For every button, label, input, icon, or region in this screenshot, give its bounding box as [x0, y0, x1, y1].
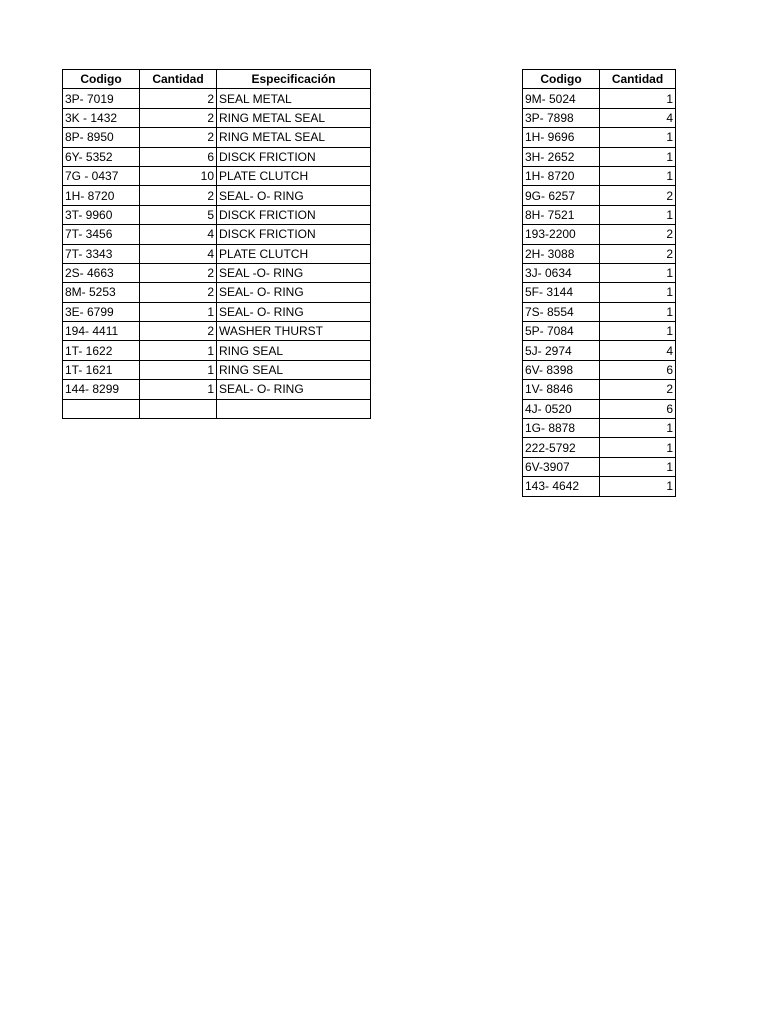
cell-cantidad: 4 [600, 341, 676, 360]
cell-cantidad: 1 [600, 477, 676, 496]
cell-especificacion: RING SEAL [217, 360, 371, 379]
table-row [63, 147, 371, 166]
cell-codigo: 7T- 3343 [63, 244, 140, 263]
header-codigo: Codigo [523, 70, 600, 89]
cell-codigo: 1G- 8878 [523, 419, 600, 438]
cell-codigo: 2S- 4663 [63, 263, 140, 282]
cell-especificacion: PLATE CLUTCH [217, 166, 371, 185]
cell-especificacion: SEAL- O- RING [217, 186, 371, 205]
cell-codigo: 3K - 1432 [63, 108, 140, 127]
cell-codigo: 1V- 8846 [523, 380, 600, 399]
cell-cantidad: 1 [600, 89, 676, 108]
cell-especificacion: SEAL METAL [217, 89, 371, 108]
cell-cantidad: 1 [140, 360, 217, 379]
table-row [523, 341, 676, 360]
table-row [523, 147, 676, 166]
cell-cantidad: 1 [600, 263, 676, 282]
cell-codigo: 5J- 2974 [523, 341, 600, 360]
table-row [63, 186, 371, 205]
cell-codigo: 8H- 7521 [523, 205, 600, 224]
cell-codigo: 1H- 8720 [63, 186, 140, 205]
cell-cantidad: 1 [140, 380, 217, 399]
cell-codigo: 6Y- 5352 [63, 147, 140, 166]
table-header-row [63, 70, 371, 89]
table-row [523, 419, 676, 438]
cell-codigo: 8M- 5253 [63, 283, 140, 302]
cell-cantidad: 2 [140, 128, 217, 147]
cell-cantidad: 5 [140, 205, 217, 224]
cell-codigo: 5F- 3144 [523, 283, 600, 302]
cell-codigo: 3P- 7898 [523, 108, 600, 127]
header-cantidad: Cantidad [600, 70, 676, 89]
cell-codigo: 1H- 9696 [523, 128, 600, 147]
cell-codigo [63, 399, 140, 418]
parts-table-left [62, 69, 371, 419]
cell-cantidad: 2 [140, 89, 217, 108]
cell-cantidad: 1 [600, 166, 676, 185]
cell-cantidad: 6 [600, 360, 676, 379]
cell-cantidad: 6 [140, 147, 217, 166]
cell-especificacion: SEAL- O- RING [217, 302, 371, 321]
table-row [523, 108, 676, 127]
cell-codigo: 144- 8299 [63, 380, 140, 399]
cell-codigo: 5P- 7084 [523, 322, 600, 341]
cell-cantidad: 2 [140, 108, 217, 127]
cell-especificacion: RING SEAL [217, 341, 371, 360]
cell-especificacion: RING METAL SEAL [217, 128, 371, 147]
table-row [523, 186, 676, 205]
cell-cantidad: 2 [600, 380, 676, 399]
cell-cantidad: 4 [600, 108, 676, 127]
table-row [63, 283, 371, 302]
cell-cantidad: 1 [600, 457, 676, 476]
cell-codigo: 7T- 3456 [63, 225, 140, 244]
cell-cantidad: 2 [140, 263, 217, 282]
table-row [523, 399, 676, 418]
cell-codigo: 143- 4642 [523, 477, 600, 496]
cell-especificacion [217, 399, 371, 418]
cell-codigo: 1T- 1621 [63, 360, 140, 379]
table-row [63, 89, 371, 108]
table-header-row [523, 70, 676, 89]
cell-cantidad: 1 [600, 128, 676, 147]
cell-cantidad: 1 [600, 322, 676, 341]
cell-cantidad: 2 [140, 322, 217, 341]
table-row [63, 225, 371, 244]
table-row [63, 263, 371, 282]
cell-codigo: 8P- 8950 [63, 128, 140, 147]
cell-codigo: 222-5792 [523, 438, 600, 457]
cell-cantidad: 1 [600, 147, 676, 166]
cell-cantidad: 2 [600, 225, 676, 244]
table-row [63, 380, 371, 399]
table-row [523, 360, 676, 379]
cell-codigo: 6V- 8398 [523, 360, 600, 379]
table-row [63, 244, 371, 263]
cell-cantidad: 1 [140, 302, 217, 321]
table-row [523, 244, 676, 263]
cell-cantidad: 6 [600, 399, 676, 418]
table-row [63, 128, 371, 147]
table-row [63, 166, 371, 185]
cell-codigo: 4J- 0520 [523, 399, 600, 418]
cell-codigo: 3J- 0634 [523, 263, 600, 282]
table-row [523, 438, 676, 457]
cell-especificacion: SEAL- O- RING [217, 380, 371, 399]
header-cantidad: Cantidad [140, 70, 217, 89]
table-row [523, 302, 676, 321]
cell-especificacion: PLATE CLUTCH [217, 244, 371, 263]
header-codigo: Codigo [63, 70, 140, 89]
table-row [63, 302, 371, 321]
cell-cantidad: 2 [140, 186, 217, 205]
cell-especificacion: DISCK FRICTION [217, 225, 371, 244]
table-row [523, 380, 676, 399]
cell-cantidad: 1 [600, 302, 676, 321]
cell-cantidad: 1 [600, 438, 676, 457]
table-row [523, 166, 676, 185]
table-row [63, 341, 371, 360]
cell-codigo: 7S- 8554 [523, 302, 600, 321]
cell-codigo: 194- 4411 [63, 322, 140, 341]
table-row [63, 322, 371, 341]
cell-codigo: 3T- 9960 [63, 205, 140, 224]
table-row [63, 108, 371, 127]
cell-especificacion: SEAL- O- RING [217, 283, 371, 302]
cell-codigo: 1T- 1622 [63, 341, 140, 360]
cell-especificacion: DISCK FRICTION [217, 147, 371, 166]
table-row [523, 205, 676, 224]
table-row [523, 477, 676, 496]
cell-codigo: 1H- 8720 [523, 166, 600, 185]
cell-codigo: 3E- 6799 [63, 302, 140, 321]
cell-codigo: 3P- 7019 [63, 89, 140, 108]
header-especificacion: Especificación [217, 70, 371, 89]
cell-codigo: 9M- 5024 [523, 89, 600, 108]
cell-cantidad: 1 [600, 283, 676, 302]
table-row [523, 457, 676, 476]
parts-table-right [522, 69, 676, 497]
table-row [523, 322, 676, 341]
cell-codigo: 9G- 6257 [523, 186, 600, 205]
cell-cantidad: 10 [140, 166, 217, 185]
cell-cantidad: 1 [600, 419, 676, 438]
cell-cantidad: 1 [140, 341, 217, 360]
table-row [523, 283, 676, 302]
table-row [523, 89, 676, 108]
table-row [523, 128, 676, 147]
table-row [63, 360, 371, 379]
table-row [63, 205, 371, 224]
cell-especificacion: DISCK FRICTION [217, 205, 371, 224]
cell-especificacion: RING METAL SEAL [217, 108, 371, 127]
cell-especificacion: SEAL -O- RING [217, 263, 371, 282]
table-row [63, 399, 371, 418]
cell-especificacion: WASHER THURST [217, 322, 371, 341]
cell-codigo: 193-2200 [523, 225, 600, 244]
cell-cantidad [140, 399, 217, 418]
cell-codigo: 6V-3907 [523, 457, 600, 476]
cell-codigo: 2H- 3088 [523, 244, 600, 263]
cell-cantidad: 4 [140, 225, 217, 244]
cell-cantidad: 2 [140, 283, 217, 302]
cell-cantidad: 1 [600, 205, 676, 224]
cell-cantidad: 2 [600, 244, 676, 263]
table-row [523, 263, 676, 282]
cell-codigo: 3H- 2652 [523, 147, 600, 166]
table-row [523, 225, 676, 244]
cell-cantidad: 2 [600, 186, 676, 205]
cell-cantidad: 4 [140, 244, 217, 263]
cell-codigo: 7G - 0437 [63, 166, 140, 185]
